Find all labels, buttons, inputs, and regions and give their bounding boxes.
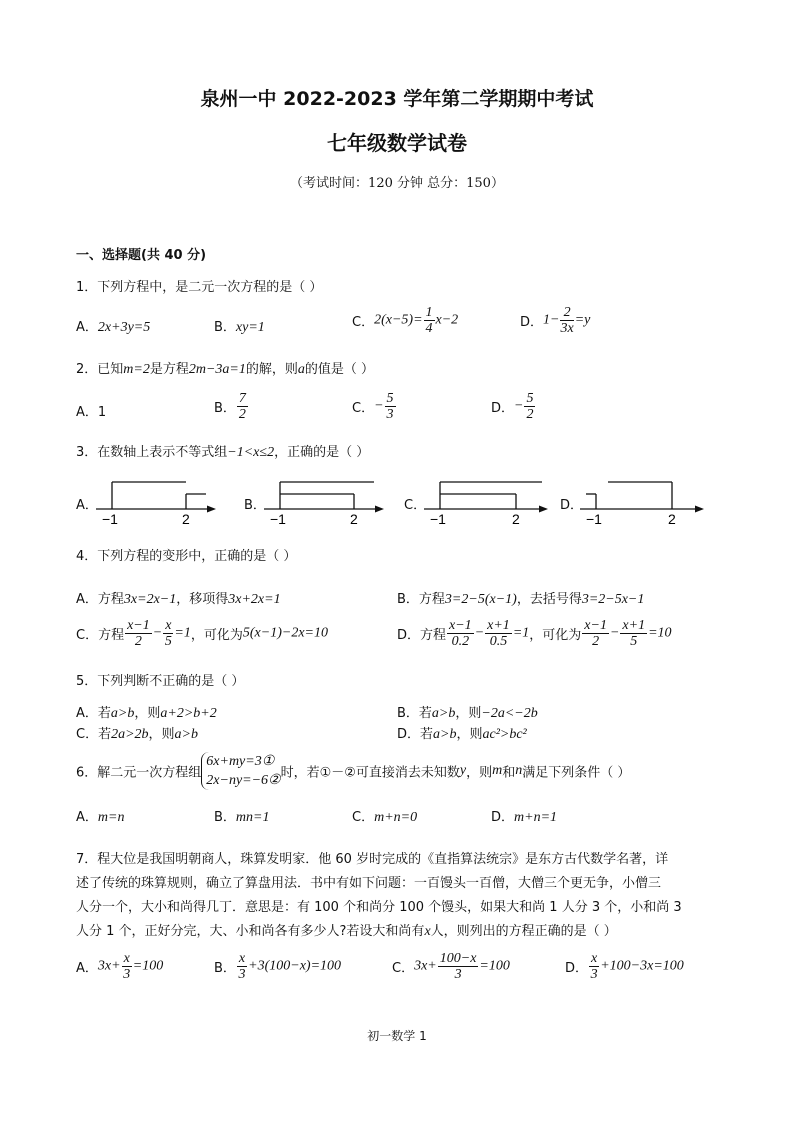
paper-subtitle: 七年级数学试卷	[327, 131, 467, 155]
q4-option-c: C．方程 $\frac{x-1}{2}$ − $\frac{x}{5}$ =1，可化为5(x−1)−2x=10	[76, 618, 328, 649]
q3-stem: 3．在数轴上表示不等式组−1<x≤2，正确的是（ ）	[76, 445, 370, 460]
q4-stem: 4．下列方程的变形中，正确的是（ ）	[76, 549, 297, 564]
q5-stem: 5．下列判断不正确的是（ ）	[76, 674, 245, 689]
tick-label-right: 2	[512, 511, 520, 527]
q7-option-d: D． $\frac{x}{3}$ +100−3x=100	[565, 951, 684, 982]
q2-stem: 2．已知m=2是方程2m−3a=1的解，则a的值是（ ）	[76, 362, 375, 377]
tick-label-right: 2	[350, 511, 358, 527]
q4-option-d: D．方程 $\frac{x-1}{0.2}$ − $\frac{x+1}{0.5}$ =1，可化为 $\frac{x-1}{2}$ − $\frac{x+1}{5}$ =10	[397, 618, 672, 649]
tick-label-left: −1	[102, 511, 118, 527]
axis-arrow	[375, 506, 384, 513]
q6-option-c: C．m+n=0	[352, 810, 418, 825]
q2-option-b: B． $\frac{7}{2}$	[214, 391, 246, 422]
q3-option-a-label: A．	[76, 498, 98, 513]
q4-option-b: B．方程3=2−5(x−1)，去括号得3=2−5x−1	[397, 592, 645, 607]
q2-option-d: D．− $\frac{5}{2}$	[491, 391, 534, 422]
q5-option-a: A．若a>b，则a+2>b+2	[76, 706, 217, 721]
axis-arrow	[695, 506, 704, 513]
q7-line-3: 人分一个，大小和尚得几丁．意思是：有 100 个和尚分 100 个馒头，如果大和尚 1 人分 3 个，小和尚 3	[76, 900, 682, 915]
q1-stem: 1．下列方程中，是二元一次方程的是（ ）	[76, 280, 323, 295]
tick-label-left: −1	[270, 511, 286, 527]
q7-line-2: 述了传统的珠算规则，确立了算盘用法．书中有如下问题：一百馒头一百僧，大僧三个更无争，小僧三	[76, 876, 662, 891]
q1-option-c: C．2(x−5)= $\frac{1}{4}$ x−2	[352, 305, 459, 336]
q6-option-b: B．mn=1	[214, 810, 270, 825]
q7-option-a: A．3x+ $\frac{x}{3}$ =100	[76, 951, 164, 982]
q6-option-d: D．m+n=1	[491, 810, 558, 825]
q7-line-1: 7．程大位是我国明朝商人，珠算发明家．他 60 岁时完成的《直指算法统宗》是东方古代数学名著，详	[76, 852, 669, 867]
q5-option-b: B．若a>b，则−2a<−2b	[397, 706, 538, 721]
tick-label-right: 2	[668, 511, 676, 527]
q7-option-b: B． $\frac{x}{3}$ +3(100−x)=100	[214, 951, 342, 982]
q6-stem: 6．解二元一次方程组 6x+my=3① 2x−ny=−6② 时，若①－②可直接消去未知数y，则m和n满足下列条件（ ）	[76, 754, 631, 788]
tick-label-right: 2	[182, 511, 190, 527]
q3-option-b-label: B．	[244, 498, 266, 513]
q1-option-d: D．1− $\frac{2}{3x}$ =y	[520, 305, 591, 336]
q3-option-d-label: D．	[560, 498, 584, 513]
q2-option-c: C．− $\frac{5}{3}$	[352, 391, 394, 422]
q5-option-c: C．若2a>2b，则a>b	[76, 727, 198, 742]
q1-option-a: A．2x+3y=5	[76, 320, 151, 335]
q6-option-a: A．m=n	[76, 810, 125, 825]
axis-arrow	[539, 506, 548, 513]
exam-info: （考试时间：120 分钟 总分：150）	[290, 176, 504, 191]
section-heading: 一、选择题(共 40 分)	[76, 248, 207, 263]
q3-number-line-a	[94, 476, 220, 528]
q3-number-line-b	[262, 476, 388, 528]
axis-arrow	[207, 506, 216, 513]
exam-title: 泉州一中 2022-2023 学年第二学期期中考试	[200, 88, 594, 110]
tick-label-left: −1	[586, 511, 602, 527]
q7-line-4: 人分 1 个，正好分完，大、小和尚各有多少人?若设大和尚有x人，则列出的方程正确的是（ ）	[76, 924, 617, 939]
q1-option-b: B．xy=1	[214, 320, 265, 335]
q3-number-line-c	[422, 476, 552, 528]
q3-option-c-label: C．	[404, 498, 427, 513]
q4-option-a: A．方程3x=2x−1，移项得3x+2x=1	[76, 592, 281, 607]
q7-option-c: C．3x+ $\frac{100-x}{3}$ =100	[392, 951, 510, 982]
q5-option-d: D．若a>b，则ac²>bc²	[397, 727, 527, 742]
page-footer: 初一数学 1	[367, 1029, 427, 1043]
tick-label-left: −1	[430, 511, 446, 527]
q3-number-line-d	[578, 476, 708, 528]
equation-system: 6x+my=3① 2x−ny=−6②	[201, 752, 280, 790]
q2-option-a: A．1	[76, 405, 107, 420]
